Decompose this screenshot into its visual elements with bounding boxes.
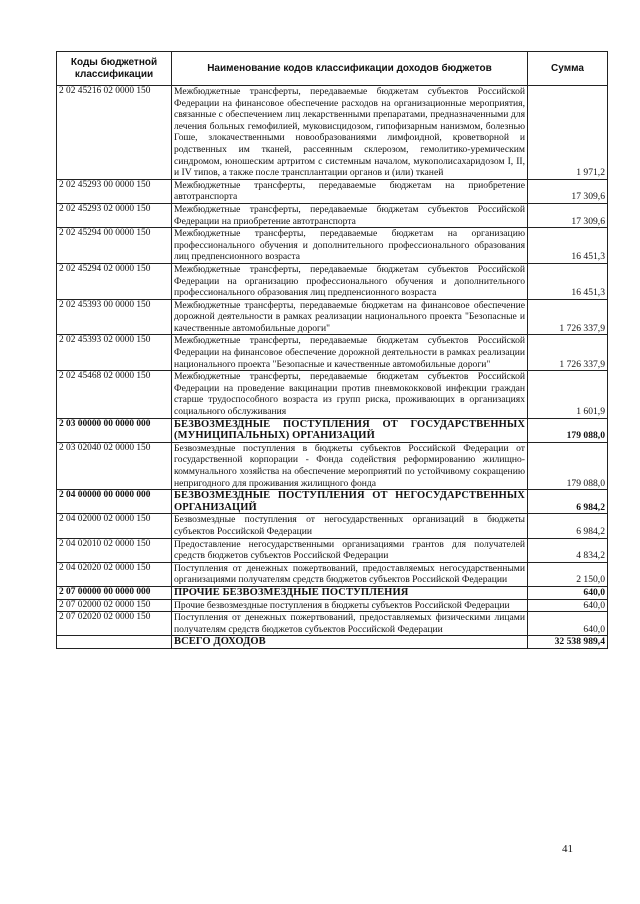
row-name: Межбюджетные трансферты, передаваемые бюджетам на финансовое обеспечение дорожной деятельности в рамках реализации национального проекта "Безопасные и качественные автомобильные дороги" [172, 299, 528, 335]
row-name: Межбюджетные трансферты, передаваемые бюджетам на организацию профессионального обучения и дополнительного профессионального образования лиц предпенсионного возраста [172, 228, 528, 264]
row-sum: 32 538 989,4 [528, 636, 608, 649]
row-name: Межбюджетные трансферты, передаваемые бюджетам на приобретение автотранспорта [172, 179, 528, 203]
row-sum: 640,0 [528, 612, 608, 636]
header-sum: Сумма [528, 52, 608, 86]
row-code: 2 02 45293 02 0000 150 [57, 203, 172, 227]
row-sum: 1 726 337,9 [528, 335, 608, 371]
page-number: 41 [562, 843, 573, 855]
table-row [57, 599, 608, 612]
row-name: ПРОЧИЕ БЕЗВОЗМЕЗДНЫЕ ПОСТУПЛЕНИЯ [172, 586, 528, 599]
table-row-section [57, 490, 608, 514]
row-code: 2 02 45216 02 0000 150 [57, 86, 172, 180]
table-row [57, 538, 608, 562]
row-name: Межбюджетные трансферты, передаваемые бюджетам субъектов Российской Федерации на организацию профессионального обучения и дополнительного профессионального образования лиц предпенсионного возраста [172, 263, 528, 299]
revenue-classification-table [56, 51, 608, 649]
table-row [57, 442, 608, 489]
row-name: Прочие безвозмездные поступления в бюджеты субъектов Российской Федерации [172, 599, 528, 612]
row-sum: 179 088,0 [528, 442, 608, 489]
row-code: 2 02 45393 00 0000 150 [57, 299, 172, 335]
table-row [57, 263, 608, 299]
row-code: 2 02 45294 02 0000 150 [57, 263, 172, 299]
row-sum: 179 088,0 [528, 418, 608, 442]
header-code: Коды бюджетной классификации [57, 52, 172, 86]
table-body [57, 86, 608, 649]
table-row [57, 179, 608, 203]
row-code: 2 03 02040 02 0000 150 [57, 442, 172, 489]
row-name: Безвозмездные поступления от негосударственных организаций в бюджеты субъектов Российской Федерации [172, 514, 528, 538]
table-row [57, 514, 608, 538]
row-name: Поступления от денежных пожертвований, предоставляемых негосударственными организациями получателям средств бюджетов субъектов Российской Федерации [172, 562, 528, 586]
table-row-section [57, 418, 608, 442]
row-sum: 1 726 337,9 [528, 299, 608, 335]
row-name: Поступления от денежных пожертвований, предоставляемых физическими лицами получателям средств бюджетов субъектов Российской Федерации [172, 612, 528, 636]
table-row [57, 371, 608, 418]
row-sum: 17 309,6 [528, 203, 608, 227]
row-name: БЕЗВОЗМЕЗДНЫЕ ПОСТУПЛЕНИЯ ОТ ГОСУДАРСТВЕННЫХ (МУНИЦИПАЛЬНЫХ) ОРГАНИЗАЦИЙ [172, 418, 528, 442]
row-sum: 17 309,6 [528, 179, 608, 203]
table-row-section [57, 586, 608, 599]
row-name: БЕЗВОЗМЕЗДНЫЕ ПОСТУПЛЕНИЯ ОТ НЕГОСУДАРСТВЕННЫХ ОРГАНИЗАЦИЙ [172, 490, 528, 514]
row-sum: 16 451,3 [528, 228, 608, 264]
header-name: Наименование кодов классификации доходов бюджетов [172, 52, 528, 86]
row-code: 2 04 02020 02 0000 150 [57, 562, 172, 586]
row-sum: 6 984,2 [528, 514, 608, 538]
row-sum: 16 451,3 [528, 263, 608, 299]
row-code: 2 02 45393 02 0000 150 [57, 335, 172, 371]
row-name: Межбюджетные трансферты, передаваемые бюджетам субъектов Российской Федерации на проведение вакцинации против пневмококковой инфекции граждан старше трудоспособного возраста из групп риска, проживающих в организациях социального обслуживания [172, 371, 528, 418]
row-code: 2 07 00000 00 0000 000 [57, 586, 172, 599]
table-row [57, 203, 608, 227]
table-row-section [57, 636, 608, 649]
row-code: 2 07 02020 02 0000 150 [57, 612, 172, 636]
row-code [57, 636, 172, 649]
table-row [57, 86, 608, 180]
table-row [57, 335, 608, 371]
row-code: 2 02 45468 02 0000 150 [57, 371, 172, 418]
table-row [57, 562, 608, 586]
row-code: 2 02 45294 00 0000 150 [57, 228, 172, 264]
row-sum: 4 834,2 [528, 538, 608, 562]
row-sum: 2 150,0 [528, 562, 608, 586]
table-row [57, 612, 608, 636]
table-row [57, 299, 608, 335]
row-name: Межбюджетные трансферты, передаваемые бюджетам субъектов Российской Федерации на финансовое обеспечение расходов на организационные мероприятия, связанные с обеспечением лиц лекарственными препаратами, предназначенными для лечения больных гемофилией, муковисцидозом, гипофизарным нанизмом, болезнью Гоше, злокачественными новообразованиями лимфоидной, кроветворной и родственных им тканей, рассеянным склерозом, гемолитико-уремическим синдромом, юношеским артритом с системным началом, мукополисахаридозом I, II, и IV типов, а также после трансплантации органов и (или) тканей [172, 86, 528, 180]
row-name: ВСЕГО ДОХОДОВ [172, 636, 528, 649]
row-name: Межбюджетные трансферты, передаваемые бюджетам субъектов Российской Федерации на приобретение автотранспорта [172, 203, 528, 227]
row-sum: 6 984,2 [528, 490, 608, 514]
row-code: 2 04 00000 00 0000 000 [57, 490, 172, 514]
row-sum: 1 971,2 [528, 86, 608, 180]
table-header [57, 52, 608, 86]
row-name: Предоставление негосударственными организациями грантов для получателей средств бюджетов субъектов Российской Федерации [172, 538, 528, 562]
row-sum: 1 601,9 [528, 371, 608, 418]
row-code: 2 03 00000 00 0000 000 [57, 418, 172, 442]
row-code: 2 04 02010 02 0000 150 [57, 538, 172, 562]
row-name: Безвозмездные поступления в бюджеты субъектов Российской Федерации от государственной корпорации - Фонда содействия реформированию жилищно-коммунального хозяйства на обеспечение мероприятий по устойчивому сокращению непригодного для проживания жилищного фонда [172, 442, 528, 489]
table-row [57, 228, 608, 264]
row-sum: 640,0 [528, 599, 608, 612]
row-code: 2 07 02000 02 0000 150 [57, 599, 172, 612]
row-name: Межбюджетные трансферты, передаваемые бюджетам субъектов Российской Федерации на финансовое обеспечение дорожной деятельности в рамках реализации национального проекта "Безопасные и качественные автомобильные дороги" [172, 335, 528, 371]
row-code: 2 02 45293 00 0000 150 [57, 179, 172, 203]
row-sum: 640,0 [528, 586, 608, 599]
row-code: 2 04 02000 02 0000 150 [57, 514, 172, 538]
